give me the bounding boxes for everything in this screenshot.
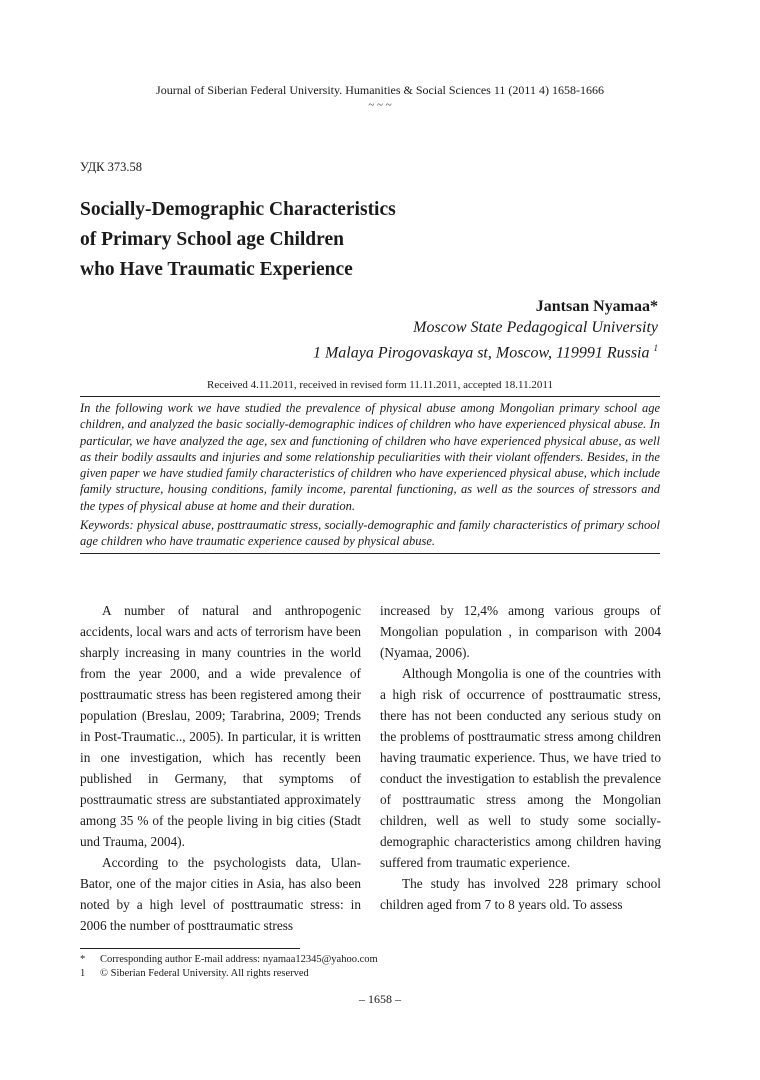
page-number: – 1658 – [359, 992, 401, 1006]
body-column-right [380, 600, 661, 915]
title-line: of Primary School age Children [80, 229, 344, 250]
body-paragraph: A number of natural and anthropogenic accidents, local wars and acts of terrorism have been sharply increasing in many countries in the world from the year 2000, and a wide prevalence of posttraumatic stress has been registered among their population (Breslau, 2009; Tarabrina, 2009; Trends in Post-Traumatic.., 2005). In particular, it is written in one investigation, which has recently been published in Germany, that symptoms of posttraumatic stress are substantiated approximately among 35 % of the people living in big cities (Stadt und Trauma, 2004). [80, 603, 361, 849]
footnote-text: © Siberian Federal University. All rights reserved [100, 968, 309, 979]
keywords: Keywords: physical abuse, posttraumatic stress, socially-demographic and family characteristics of primary school age children who have traumatic experience caused by physical abuse. [80, 518, 660, 549]
address-footnote-mark: 1 [653, 343, 658, 353]
body-paragraph: increased by 12,4% among various groups of Mongolian population , in comparison with 2004 (Nyamaa, 2006). [380, 603, 661, 660]
header-separator: ~ ~ ~ [368, 99, 392, 111]
title-line: Socially-Demographic Characteristics [80, 199, 396, 220]
footnote-rule [80, 948, 300, 949]
author-address: 1 Malaya Pirogovaskaya st, Moscow, 119991 Russia [312, 344, 650, 362]
footnote-mark: 1 [80, 968, 86, 979]
author-address-line [313, 338, 658, 363]
author-institution: Moscow State Pedagogical University [413, 319, 658, 336]
footnote [80, 953, 378, 967]
footnote-mark: * [80, 954, 86, 965]
title-line: who Have Traumatic Experience [80, 259, 353, 280]
author-name: Jantsan Nyamaa* [535, 298, 658, 315]
journal-header: Journal of Siberian Federal University. Humanities & Social Sciences 11 (2011 4) 1658-1666 [156, 83, 604, 97]
footnotes [80, 953, 378, 981]
footnote [80, 967, 378, 981]
author-block [313, 296, 658, 363]
received-dates: Received 4.11.2011, received in revised form 11.11.2011, accepted 18.11.2011 [207, 379, 553, 391]
footnote-text: Corresponding author E-mail address: nyamaa12345@yahoo.com [100, 954, 378, 965]
paper-title [80, 195, 500, 285]
body-paragraph: Although Mongolia is one of the countries with a high risk of occurrence of posttraumatic stress, there has not been conducted any serious study on the problems of posttraumatic stress among children having traumatic experience. Thus, we have tried to conduct the investigation to establish the prevalence of posttraumatic stress among the Mongolian children, well as well to study some socially-demographic characteristics among children having suffered from traumatic experience. [380, 666, 661, 870]
body-paragraph: The study has involved 228 primary school children aged from 7 to 8 years old. To assess [380, 876, 661, 912]
body-column-left [80, 600, 361, 936]
body-paragraph: According to the psychologists data, Ulan-Bator, one of the major cities in Asia, has also been noted by a high level of posttraumatic stress: in 2006 the number of posttraumatic stress [80, 855, 361, 933]
abstract: In the following work we have studied the prevalence of physical abuse among Mongolian primary school age children, and analyzed the basic socially-demographic indices of children who have experienced physical abuse. In particular, we have analyzed the age, sex and functioning of children who have experienced physical abuse, as well as their bodily assaults and injuries and some relationship peculiarities with their violant offenders. Besides, in the given paper we have studied family characteristics of children who have experienced physical abuse, which include family structure, housing conditions, family income, parental functioning, as well as the sources of stressors and the types of physical abuse at home and their duration. [80, 401, 660, 513]
abstract-box [80, 396, 660, 554]
udk-code: УДК 373.58 [80, 160, 142, 174]
